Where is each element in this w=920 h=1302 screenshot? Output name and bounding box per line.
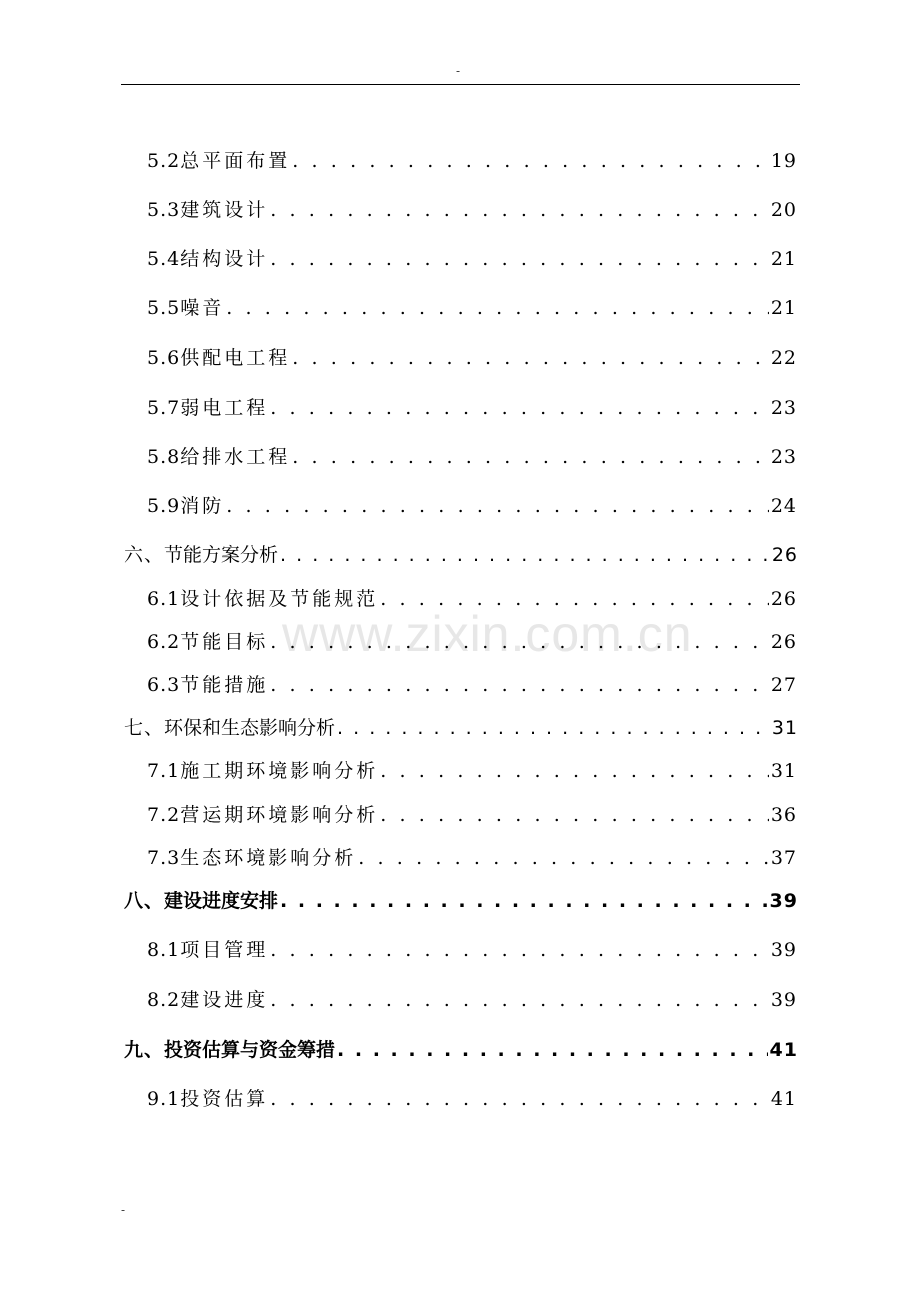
- toc-entry-page: 27: [770, 674, 797, 696]
- page-header-mark: -: [456, 64, 461, 78]
- toc-chapter-number: 七、: [124, 717, 165, 739]
- toc-entry[interactable]: [147, 756, 797, 783]
- toc-dot-leader: [380, 588, 769, 610]
- toc-entry-title: 结构设计: [180, 248, 269, 270]
- toc-chapter-number: 六、: [124, 544, 165, 566]
- toc-dot-leader: [270, 939, 769, 961]
- toc-entry[interactable]: [147, 843, 797, 870]
- toc-entry[interactable]: [147, 244, 797, 271]
- toc-entry[interactable]: [147, 146, 797, 173]
- toc-chapter-title: 节能方案分析: [164, 544, 279, 566]
- toc-entry-title: 噪音: [180, 297, 225, 319]
- toc-chapter-page: 41: [769, 1039, 798, 1061]
- toc-dot-leader: [337, 1039, 768, 1061]
- toc-dot-leader: [358, 847, 769, 869]
- toc-entry-number: 5.6: [147, 347, 181, 369]
- toc-entry-page: 23: [770, 446, 797, 468]
- toc-dot-leader: [270, 248, 769, 270]
- toc-chapter-title: 建设进度安排: [164, 890, 279, 912]
- toc-entry-title: 营运期环境影响分析: [180, 804, 379, 826]
- toc-entry-page: 23: [770, 397, 797, 419]
- toc-entry-number: 8.2: [147, 989, 181, 1011]
- toc-entry-title: 总平面布置: [180, 150, 291, 172]
- toc-entry-number: 7.3: [147, 847, 181, 869]
- toc-entry-title: 施工期环境影响分析: [180, 760, 379, 782]
- toc-entry-page: 19: [770, 150, 797, 172]
- toc-entry[interactable]: [147, 1084, 797, 1111]
- toc-entry[interactable]: [147, 584, 797, 611]
- toc-entry-number: 5.2: [147, 150, 181, 172]
- toc-entry[interactable]: [147, 195, 797, 222]
- toc-entry-number: 9.1: [147, 1088, 181, 1110]
- toc-chapter-number: 八、: [124, 890, 165, 912]
- toc-entry-page: 41: [770, 1088, 797, 1110]
- toc-entry-number: 5.5: [147, 297, 181, 319]
- toc-chapter-title: 环保和生态影响分析: [164, 717, 336, 739]
- toc-entry-number: 6.3: [147, 674, 181, 696]
- toc-entry-number: 7.1: [147, 760, 181, 782]
- toc-entry-page: 37: [770, 847, 797, 869]
- toc-dot-leader: [292, 150, 769, 172]
- toc-dot-leader: [380, 804, 769, 826]
- toc-chapter[interactable]: [124, 1035, 798, 1062]
- toc-entry-title: 给排水工程: [180, 446, 291, 468]
- toc-entry[interactable]: [147, 491, 797, 518]
- toc-chapter[interactable]: [124, 540, 798, 567]
- toc-entry[interactable]: [147, 985, 797, 1012]
- toc-entry-title: 节能目标: [180, 631, 269, 653]
- toc-dot-leader: [337, 717, 770, 739]
- toc-entry-page: 20: [770, 199, 797, 221]
- toc-entry-number: 5.3: [147, 199, 181, 221]
- toc-dot-leader: [380, 760, 769, 782]
- toc-dot-leader: [226, 495, 769, 517]
- toc-entry[interactable]: [147, 293, 797, 320]
- toc-entry-page: 36: [770, 804, 797, 826]
- watermark: www.zixin.com.cn: [282, 606, 693, 662]
- toc-entry-page: 24: [770, 495, 797, 517]
- toc-dot-leader: [270, 397, 769, 419]
- toc-dot-leader: [270, 631, 769, 653]
- toc-dot-leader: [226, 297, 769, 319]
- toc-entry[interactable]: [147, 935, 797, 962]
- toc-entry[interactable]: [147, 343, 797, 370]
- toc-entry-title: 项目管理: [180, 939, 269, 961]
- toc-dot-leader: [292, 446, 769, 468]
- page-footer-mark: -: [121, 1203, 126, 1217]
- toc-entry-title: 弱电工程: [180, 397, 269, 419]
- toc-entry-number: 6.2: [147, 631, 181, 653]
- toc-entry-title: 生态环境影响分析: [180, 847, 357, 869]
- toc-entry[interactable]: [147, 800, 797, 827]
- toc-dot-leader: [270, 989, 769, 1011]
- toc-entry[interactable]: [147, 442, 797, 469]
- toc-dot-leader: [270, 199, 769, 221]
- toc-entry-page: 39: [770, 939, 797, 961]
- toc-entry[interactable]: [147, 393, 797, 420]
- toc-entry-title: 消防: [180, 495, 225, 517]
- toc-chapter-page: 39: [769, 890, 798, 912]
- toc-entry-number: 5.9: [147, 495, 181, 517]
- toc-dot-leader: [292, 347, 769, 369]
- toc-chapter[interactable]: [124, 886, 798, 913]
- toc-entry-number: 5.7: [147, 397, 181, 419]
- toc-entry-title: 投资估算: [180, 1088, 269, 1110]
- toc-entry-title: 设计依据及节能规范: [180, 588, 379, 610]
- toc-entry-number: 7.2: [147, 804, 181, 826]
- toc-entry-page: 21: [770, 248, 797, 270]
- toc-entry-page: 26: [770, 588, 797, 610]
- toc-chapter-page: 31: [771, 717, 798, 739]
- toc-dot-leader: [270, 1088, 769, 1110]
- toc-entry-number: 8.1: [147, 939, 181, 961]
- toc-dot-leader: [280, 544, 770, 566]
- toc-entry-page: 31: [770, 760, 797, 782]
- toc-entry-page: 39: [770, 989, 797, 1011]
- toc-entry[interactable]: [147, 670, 797, 697]
- toc-entry-number: 6.1: [147, 588, 181, 610]
- toc-entry-title: 建设进度: [180, 989, 269, 1011]
- toc-entry[interactable]: [147, 627, 797, 654]
- toc-dot-leader: [280, 890, 768, 912]
- toc-entry-number: 5.4: [147, 248, 181, 270]
- toc-entry-page: 22: [770, 347, 797, 369]
- toc-chapter-page: 26: [771, 544, 798, 566]
- toc-entry-number: 5.8: [147, 446, 181, 468]
- toc-entry-page: 21: [770, 297, 797, 319]
- toc-entry-title: 供配电工程: [180, 347, 291, 369]
- toc-entry-title: 节能措施: [180, 674, 269, 696]
- toc-entry-title: 建筑设计: [180, 199, 269, 221]
- toc-chapter[interactable]: [124, 713, 798, 740]
- toc-dot-leader: [270, 674, 769, 696]
- toc-chapter-title: 投资估算与资金筹措: [164, 1039, 336, 1061]
- toc-entry-page: 26: [770, 631, 797, 653]
- toc-chapter-number: 九、: [124, 1039, 165, 1061]
